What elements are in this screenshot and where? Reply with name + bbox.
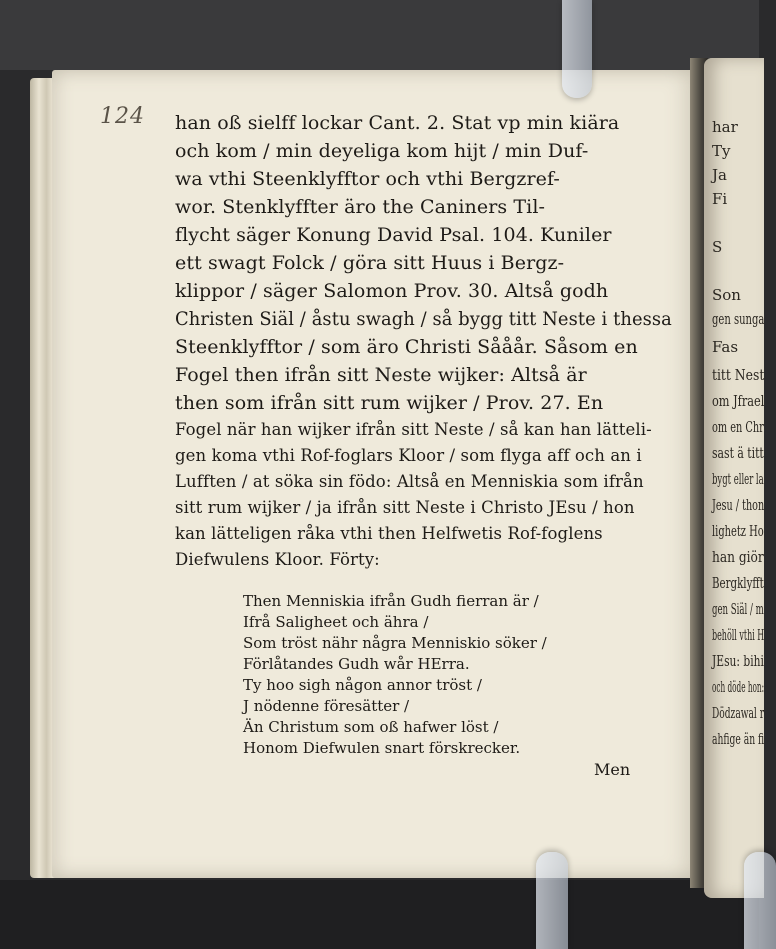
facing-line: bygt eller la [712, 470, 764, 488]
facing-line: Bergklyfft [712, 574, 764, 592]
text-line: Christen Siäl / åstu swagh / så bygg titt Neste i thessa [175, 308, 672, 330]
text-line: sitt rum wijker / ja ifrån sitt Neste i Christo JEsu / hon [175, 498, 635, 517]
text-line: han oß sielff lockar Cant. 2. Stat vp min kiära [175, 112, 620, 134]
facing-line: ahfige än fi [712, 730, 765, 748]
text-line: gen koma vthi Rof-foglars Kloor / som flyga aff och an i [175, 446, 642, 465]
text-line: Fogel när han wijker ifrån sitt Neste / så kan han lätteli- [175, 420, 652, 439]
page-holder-clip-bottom-right [744, 852, 776, 949]
text-line: och kom / min deyeliga kom hijt / min Duf- [175, 140, 589, 162]
verse-line: Then Menniskia ifrån Gudh fierran är / [243, 592, 539, 610]
verse-line: Som tröst nähr några Menniskio söker / [243, 634, 547, 652]
facing-line: har [712, 118, 738, 136]
facing-line: S [712, 238, 723, 256]
facing-line: Ja [712, 166, 727, 184]
facing-line: sast ä titt [712, 444, 764, 462]
text-line: klippor / säger Salomon Prov. 30. Altså godh [175, 280, 609, 302]
verse-line: Förlåtandes Gudh wår HErra. [243, 655, 470, 673]
verse-line: Än Christum som oß hafwer löst / [243, 718, 499, 736]
text-line: wor. Stenklyffter äro the Caniners Til- [175, 196, 546, 218]
facing-line: JEsu: bihi [712, 652, 764, 670]
facing-line: om Jfrael [712, 392, 765, 410]
facing-line: och döde hon: [712, 678, 765, 696]
facing-line: lighetz Ho [712, 522, 764, 540]
verse-line: J nödenne föresätter / [243, 697, 410, 715]
facing-line: Fas [712, 338, 739, 356]
text-line: ett swagt Folck / göra sitt Huus i Bergz- [175, 252, 565, 274]
facing-line: Fi [712, 190, 728, 208]
text-line: wa vthi Steenklyfftor och vthi Bergzref- [175, 168, 560, 190]
text-line: Fogel then ifrån sitt Neste wijker: Altså är [175, 364, 587, 386]
page-number: 124 [100, 104, 145, 129]
backdrop-bottom [0, 880, 759, 949]
text-line: then som ifrån sitt rum wijker / Prov. 27. En [175, 392, 604, 414]
page-holder-clip-top [562, 0, 592, 98]
facing-line: om en Chr [712, 418, 764, 436]
facing-line: titt Nest [712, 366, 765, 384]
backdrop-top [0, 0, 759, 70]
facing-line: Son [712, 286, 741, 304]
page-holder-clip-bottom-left [536, 852, 568, 949]
text-line: Steenklyfftor / som äro Christi Sååår. Såsom en [175, 336, 638, 358]
facing-line: Ty [712, 142, 731, 160]
catchword: Men [594, 760, 631, 779]
text-line: kan lätteligen råka vthi then Helfwetis Rof-foglens [175, 524, 603, 543]
facing-line: Dödzawal r [712, 704, 765, 722]
facing-line: han giör [712, 548, 764, 566]
facing-line: Jesu / thon [712, 496, 765, 514]
verse-line: Ty hoo sigh någon annor tröst / [243, 676, 482, 694]
facing-line: behöll vthi H [712, 626, 765, 644]
text-line: Lufften / at söka sin födo: Altså en Menniskia som ifrån [175, 472, 644, 491]
verse-line: Ifrå Saligheet och ähra / [243, 613, 429, 631]
text-line: flycht säger Konung David Psal. 104. Kuniler [175, 224, 612, 246]
text-line: Diefwulens Kloor. Förty: [175, 550, 380, 569]
facing-page [704, 58, 764, 898]
facing-line: gen sunga [712, 310, 765, 328]
facing-line: gen Siäl / m [712, 600, 764, 618]
verse-line: Honom Diefwulen snart förskrecker. [243, 739, 521, 757]
